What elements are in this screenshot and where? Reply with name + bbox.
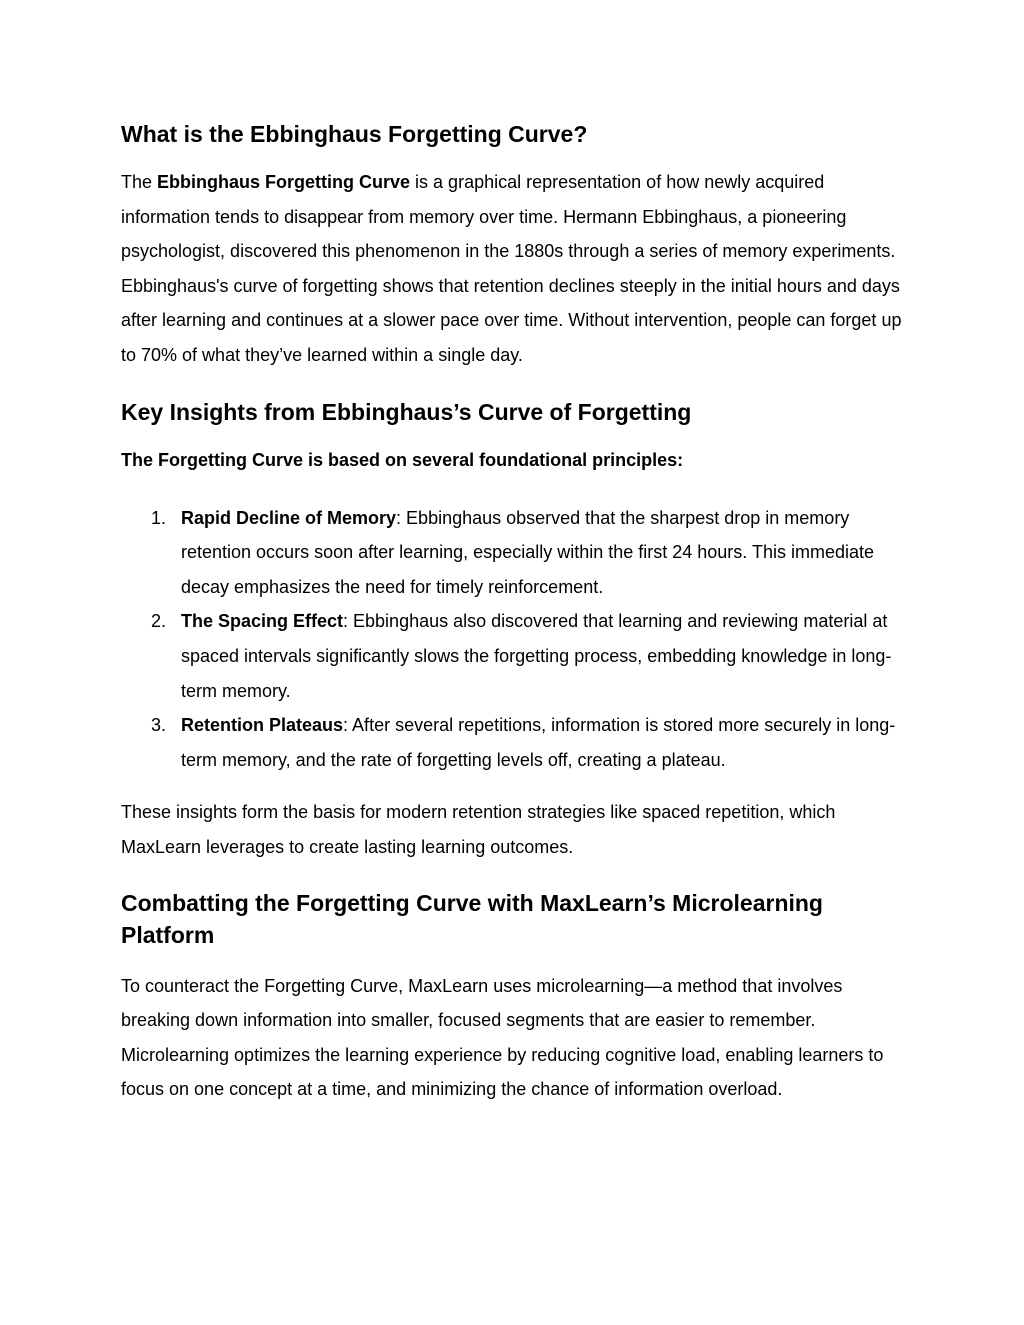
microlearning-paragraph: To counteract the Forgetting Curve, MaxLearn uses microlearning—a method that involves breaking down information into smaller, focused segments that are easier to remember. Microlearning optimizes the learning experience by reducing cognitive load, enabling learners to focus on one concept at a time, and minimizing the chance of information overload. [121, 975, 884, 1100]
list-item [121, 501, 911, 605]
intro-bold-term: Ebbinghaus Forgetting Curve [157, 172, 411, 192]
list-item-text: : After several repetitions, information is stored more securely in long-term memory, and the rate of forgetting levels off, creating a plateau. [181, 715, 896, 770]
section-heading-forgetting-curve: What is the Ebbinghaus Forgetting Curve? [121, 121, 588, 147]
list-item-title: Rapid Decline of Memory [181, 507, 397, 528]
list-item-text: : Ebbinghaus observed that the sharpest drop in memory retention occurs soon after learning, especially within the first 24 hours. This immediate decay emphasizes the need for timely reinforcement. [181, 507, 875, 597]
list-item-title: Retention Plateaus [181, 715, 344, 736]
list-item [121, 604, 911, 708]
list-item-title: The Spacing Effect [181, 611, 344, 632]
section-heading-key-insights: Key Insights from Ebbinghaus’s Curve of Forgetting [121, 398, 692, 425]
insights-closing-paragraph: These insights form the basis for modern retention strategies like spaced repetition, which MaxLearn leverages to create lasting learning outcomes. [121, 802, 836, 857]
list-item-number: 1. [151, 507, 167, 528]
list-item-number: 2. [151, 611, 167, 632]
section-heading-microlearning: Combatting the Forgetting Curve with MaxLearn’s Microlearning Platform [121, 889, 823, 948]
list-item-text: : Ebbinghaus also discovered that learning and reviewing material at spaced intervals significantly slows the forgetting process, embedding knowledge in long-term memory. [181, 611, 892, 701]
list-item [121, 708, 911, 777]
list-item-number: 3. [151, 715, 167, 736]
intro-body-text: is a graphical representation of how newly acquired information tends to disappear from memory over time. Hermann Ebbinghaus, a pioneering psychologist, discovered this phenomenon in the 1880s through a series of memory experiments. Ebbinghaus's curve of forgetting shows that retention declines steeply in the initial hours and days after learning and continues at a slower pace over time. Without intervention, people can forget up to 70% of what they’ve learned within a single day. [121, 172, 902, 365]
intro-paragraph [121, 165, 911, 373]
document-page [121, 118, 911, 1107]
principles-subheading: The Forgetting Curve is based on several foundational principles: [121, 449, 684, 470]
principles-list [121, 501, 911, 778]
intro-lead-text: The [121, 172, 158, 192]
